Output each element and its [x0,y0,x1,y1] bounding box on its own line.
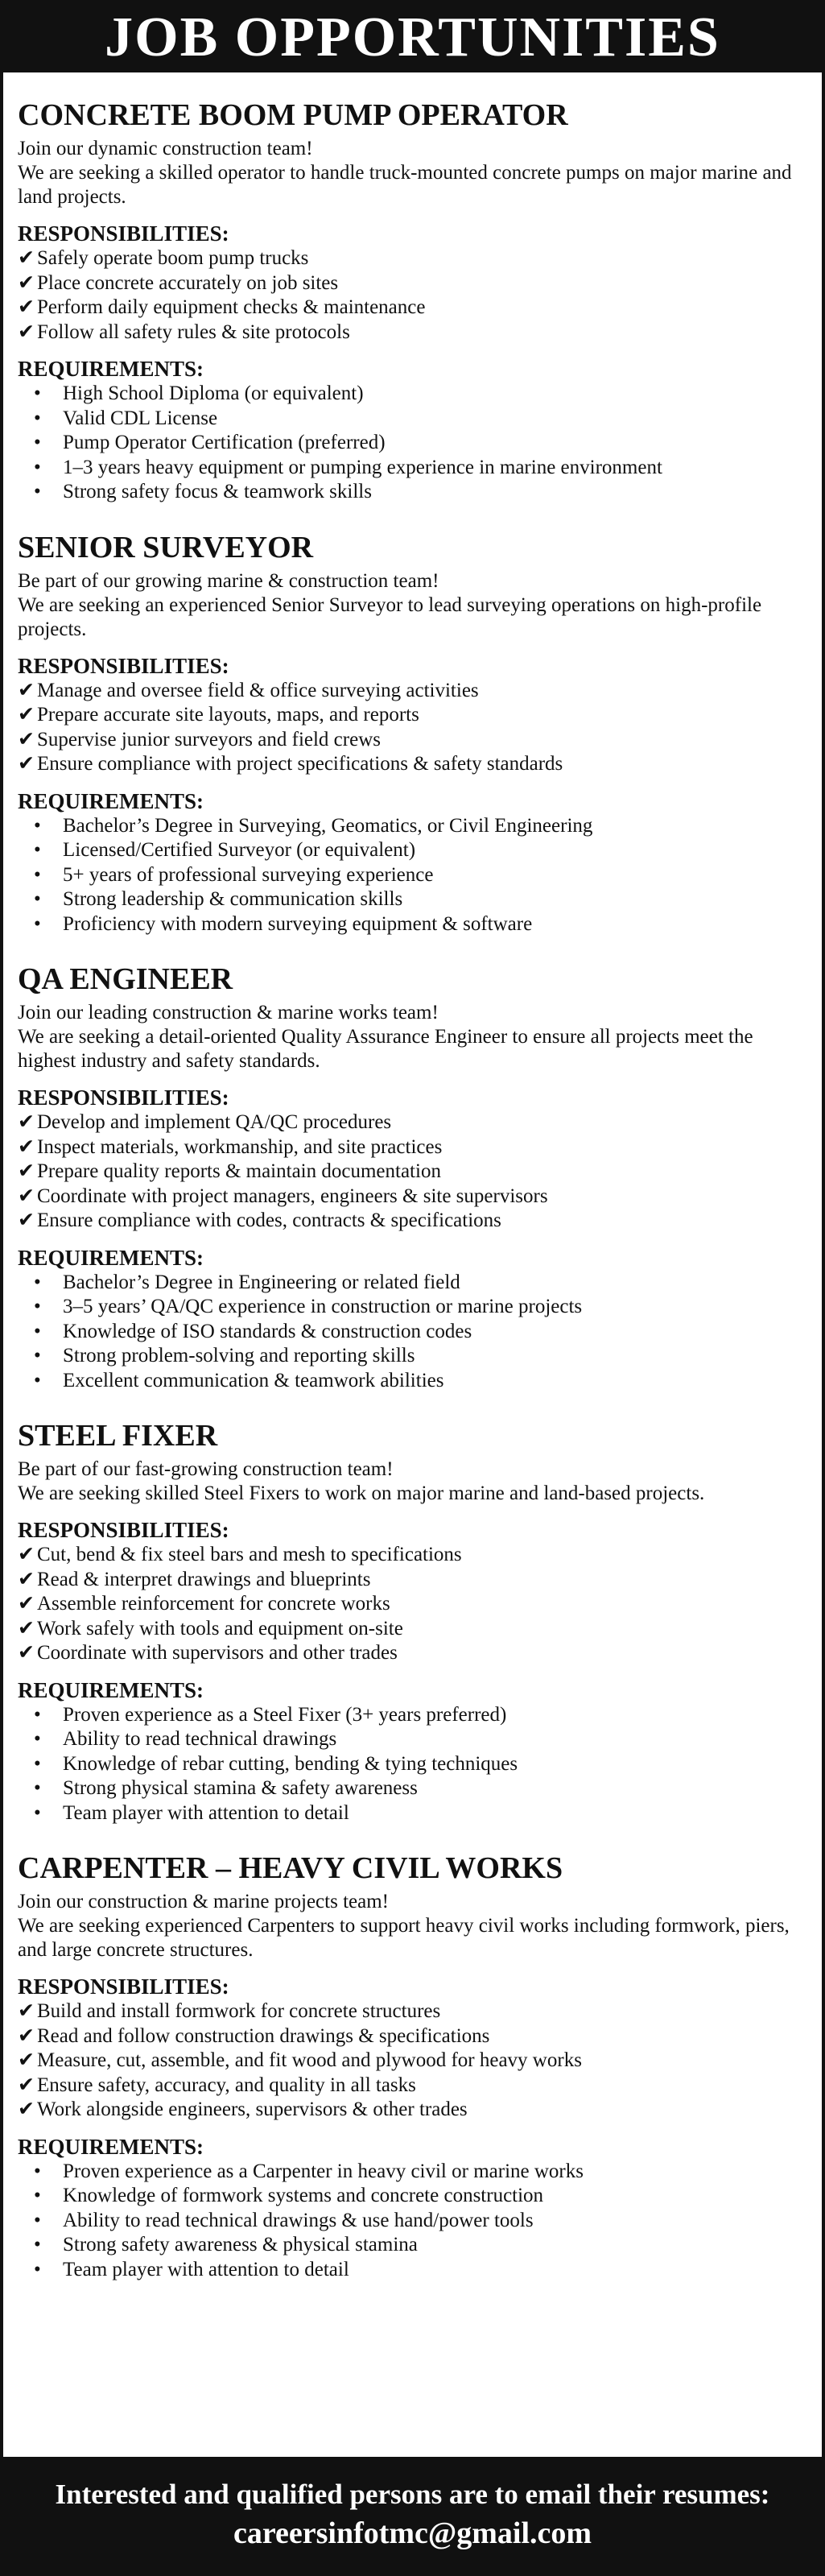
responsibility-item [18,1641,807,1666]
responsibilities-heading: RESPONSIBILITIES: [18,221,229,246]
responsibilities-list [18,1999,807,2123]
requirement-text: 5+ years of professional surveying experience [63,863,434,886]
bullet-icon: • [34,888,41,910]
responsibilities-list [18,1110,807,1234]
requirement-text: Strong physical stamina & safety awareness [63,1777,418,1799]
checkmark-icon: ✔ [18,2049,35,2071]
job-title: CONCRETE BOOM PUMP OPERATOR [18,98,568,132]
responsibility-text: Safely operate boom pump trucks [37,247,309,269]
requirement-item [18,1752,807,1777]
checkmark-icon: ✔ [18,1642,35,1664]
intro-line: Join our leading construction & marine works team! [18,1002,439,1023]
requirement-item [18,2233,807,2258]
intro-line: Be part of our fast-growing construction team! [18,1458,394,1480]
responsibility-item [18,703,807,728]
responsibility-text: Develop and implement QA/QC procedures [37,1111,392,1133]
intro-line: We are seeking a detail-oriented Quality Assurance Engineer to ensure all projects meet the highest industry and safety standards. [18,1026,753,1072]
bullet-icon: • [34,2209,41,2231]
bullet-icon: • [34,432,41,453]
requirement-item [18,480,807,505]
responsibility-text: Cut, bend & fix steel bars and mesh to specifications [37,1544,462,1565]
requirement-text: Ability to read technical drawings [63,1728,337,1750]
bullet-icon: • [34,2234,41,2256]
job-title: STEEL FIXER [18,1419,218,1453]
requirement-item [18,456,807,481]
responsibility-item [18,2098,807,2123]
checkmark-icon: ✔ [18,271,35,294]
requirement-item [18,2160,807,2185]
checkmark-icon: ✔ [18,320,35,343]
requirement-text: 1–3 years heavy equipment or pumping experience in marine environment [63,456,662,478]
requirements-list [18,1271,807,1394]
jobs-list [3,72,822,2282]
checkmark-icon: ✔ [18,2000,35,2022]
intro-line: We are seeking skilled Steel Fixers to work on major marine and land-based projects. [18,1482,705,1504]
bullet-icon: • [34,1728,41,1750]
requirement-item [18,1271,807,1296]
requirement-text: Proficiency with modern surveying equipment & software [63,912,533,935]
responsibility-item [18,1110,807,1135]
bullet-icon: • [34,382,41,404]
requirement-item [18,1295,807,1320]
checkmark-icon: ✔ [18,1135,35,1158]
responsibility-text: Work safely with tools and equipment on-site [37,1617,403,1639]
responsibility-item [18,728,807,753]
responsibility-item [18,1135,807,1160]
job-listing [18,97,807,505]
responsibility-item [18,1617,807,1642]
requirement-text: Valid CDL License [63,407,218,429]
requirement-text: 3–5 years’ QA/QC experience in construction or marine projects [63,1296,583,1317]
responsibility-text: Assemble reinforcement for concrete works [37,1593,390,1615]
checkmark-icon: ✔ [18,247,35,269]
responsibilities-heading: RESPONSIBILITIES: [18,1085,229,1110]
bullet-icon: • [34,1752,41,1775]
intro-line: We are seeking experienced Carpenters to support heavy civil works including formwork, piers, and large concrete structures. [18,1915,790,1961]
responsibility-text: Supervise junior surveyors and field crews [37,728,381,750]
bullet-icon: • [34,456,41,478]
requirement-text: Knowledge of ISO standards & construction codes [63,1320,472,1342]
requirement-text: Bachelor’s Degree in Surveying, Geomatics, or Civil Engineering [63,814,593,837]
requirement-item [18,431,807,456]
responsibility-text: Ensure compliance with codes, contracts & specifications [37,1209,501,1231]
requirement-item [18,814,807,839]
checkmark-icon: ✔ [18,753,35,775]
job-title: QA ENGINEER [18,962,233,996]
checkmark-icon: ✔ [18,1185,35,1207]
requirement-text: Strong problem-solving and reporting skills [63,1345,415,1367]
requirement-text: Knowledge of formwork systems and concrete construction [63,2185,544,2206]
responsibility-item [18,2024,807,2049]
requirement-text: High School Diploma (or equivalent) [63,382,364,404]
bullet-icon: • [34,1320,41,1342]
checkmark-icon: ✔ [18,2098,35,2120]
requirement-text: Proven experience as a Steel Fixer (3+ years preferred) [63,1703,507,1726]
responsibility-item [18,1999,807,2024]
checkmark-icon: ✔ [18,296,35,318]
responsibility-item [18,296,807,320]
bullet-icon: • [34,912,41,935]
responsibility-text: Place concrete accurately on job sites [37,271,339,294]
intro-line: Join our dynamic construction team! [18,138,313,159]
bullet-icon: • [34,1271,41,1293]
responsibility-text: Coordinate with supervisors and other trades [37,1642,398,1664]
requirement-text: Bachelor’s Degree in Engineering or related field [63,1271,460,1293]
checkmark-icon: ✔ [18,1568,35,1590]
requirement-text: Team player with attention to detail [63,2258,349,2280]
requirement-text: Knowledge of rebar cutting, bending & tying techniques [63,1752,518,1775]
responsibility-item [18,2074,807,2098]
intro-line: Join our construction & marine projects team! [18,1891,389,1912]
responsibility-item [18,1568,807,1593]
job-title: SENIOR SURVEYOR [18,530,314,564]
responsibility-text: Follow all safety rules & site protocols [37,320,350,343]
checkmark-icon: ✔ [18,2024,35,2047]
requirement-text: Team player with attention to detail [63,1801,349,1824]
requirements-list [18,2160,807,2283]
requirements-heading: REQUIREMENTS: [18,1245,204,1270]
requirement-item [18,407,807,432]
checkmark-icon: ✔ [18,1617,35,1639]
responsibility-text: Read & interpret drawings and blueprints [37,1568,371,1590]
responsibility-item [18,1160,807,1185]
requirement-item [18,1727,807,1752]
responsibility-item [18,320,807,345]
responsibility-text: Measure, cut, assemble, and fit wood and plywood for heavy works [37,2049,582,2071]
requirement-item [18,2258,807,2283]
requirement-item [18,838,807,863]
checkmark-icon: ✔ [18,728,35,750]
responsibility-text: Ensure compliance with project specifications & safety standards [37,753,563,775]
requirement-item [18,2184,807,2209]
responsibilities-heading: RESPONSIBILITIES: [18,1974,229,1999]
intro-line: Be part of our growing marine & construction team! [18,569,439,592]
job-listing [18,1850,807,2282]
bullet-icon: • [34,1296,41,1317]
requirement-text: Strong safety focus & teamwork skills [63,481,372,502]
responsibilities-heading: RESPONSIBILITIES: [18,1518,229,1542]
requirement-item [18,912,807,937]
job-listing [18,529,807,937]
responsibilities-list [18,246,807,345]
bullet-icon: • [34,1801,41,1824]
requirement-item [18,1344,807,1369]
requirements-list [18,382,807,505]
requirement-text: Strong leadership & communication skills [63,888,403,910]
requirement-text: Strong safety awareness & physical stamina [63,2234,418,2256]
job-intro [18,137,807,209]
bullet-icon: • [34,1777,41,1799]
checkmark-icon: ✔ [18,1544,35,1565]
requirements-heading: REQUIREMENTS: [18,788,204,813]
bullet-icon: • [34,839,41,861]
responsibility-text: Manage and oversee field & office surveying activities [37,679,479,701]
responsibility-item [18,1592,807,1617]
footer-instruction: Interested and qualified persons are to email their resumes: [55,2479,770,2510]
responsibility-item [18,752,807,777]
responsibility-item [18,271,807,296]
requirement-item [18,1776,807,1801]
bullet-icon: • [34,814,41,837]
intro-line: We are seeking a skilled operator to handle truck-mounted concrete pumps on major marine and land projects. [18,162,792,208]
requirement-item [18,1703,807,1728]
responsibility-text: Work alongside engineers, supervisors & other trades [37,2098,468,2120]
responsibility-item [18,246,807,271]
checkmark-icon: ✔ [18,1209,35,1231]
bullet-icon: • [34,481,41,502]
requirements-heading: REQUIREMENTS: [18,2134,204,2159]
requirements-heading: REQUIREMENTS: [18,357,204,381]
responsibilities-list [18,1543,807,1666]
requirement-item [18,382,807,407]
requirements-list [18,1703,807,1826]
responsibility-text: Coordinate with project managers, engineers & site supervisors [37,1185,548,1207]
requirement-text: Pump Operator Certification (preferred) [63,432,386,453]
bullet-icon: • [34,2160,41,2182]
responsibility-text: Read and follow construction drawings & specifications [37,2024,490,2047]
bullet-icon: • [34,407,41,429]
requirement-item [18,887,807,912]
responsibility-text: Perform daily equipment checks & maintenance [37,296,426,318]
footer-email: careersinfotmc@gmail.com [233,2516,592,2550]
requirement-item [18,1320,807,1345]
responsibility-item [18,679,807,704]
requirement-item [18,1369,807,1394]
bullet-icon: • [34,1703,41,1726]
bullet-icon: • [34,2185,41,2206]
footer-banner [3,2457,822,2573]
checkmark-icon: ✔ [18,1593,35,1615]
checkmark-icon: ✔ [18,679,35,701]
checkmark-icon: ✔ [18,1111,35,1133]
responsibility-text: Ensure safety, accuracy, and quality in all tasks [37,2074,416,2096]
job-listing [18,1417,807,1826]
requirements-list [18,814,807,937]
responsibility-item [18,2049,807,2074]
job-intro [18,569,807,642]
job-intro [18,1458,807,1506]
requirement-item [18,1801,807,1826]
responsibility-text: Inspect materials, workmanship, and site practices [37,1135,443,1158]
requirement-text: Licensed/Certified Surveyor (or equivalent) [63,839,416,861]
header-banner [3,3,822,72]
responsibility-item [18,1209,807,1234]
intro-line: We are seeking an experienced Senior Surveyor to lead surveying operations on high-profile projects. [18,593,762,640]
responsibilities-list [18,679,807,777]
requirement-item [18,2209,807,2234]
checkmark-icon: ✔ [18,704,35,726]
responsibility-text: Prepare quality reports & maintain documentation [37,1160,441,1182]
responsibility-item [18,1543,807,1568]
bullet-icon: • [34,2258,41,2280]
bullet-icon: • [34,1369,41,1391]
requirements-heading: REQUIREMENTS: [18,1677,204,1702]
responsibilities-heading: RESPONSIBILITIES: [18,653,229,678]
job-intro [18,1001,807,1073]
bullet-icon: • [34,863,41,886]
job-title: CARPENTER – HEAVY CIVIL WORKS [18,1851,563,1885]
page-title: JOB OPPORTUNITIES [105,6,720,68]
requirement-item [18,863,807,888]
requirement-text: Ability to read technical drawings & use hand/power tools [63,2209,534,2231]
checkmark-icon: ✔ [18,1160,35,1182]
bullet-icon: • [34,1345,41,1367]
job-listing [18,961,807,1393]
checkmark-icon: ✔ [18,2074,35,2096]
requirement-text: Proven experience as a Carpenter in heavy civil or marine works [63,2160,584,2182]
job-intro [18,1890,807,1962]
responsibility-text: Prepare accurate site layouts, maps, and reports [37,704,419,726]
responsibility-item [18,1185,807,1209]
responsibility-text: Build and install formwork for concrete structures [37,2000,441,2022]
requirement-text: Excellent communication & teamwork abilities [63,1369,444,1391]
